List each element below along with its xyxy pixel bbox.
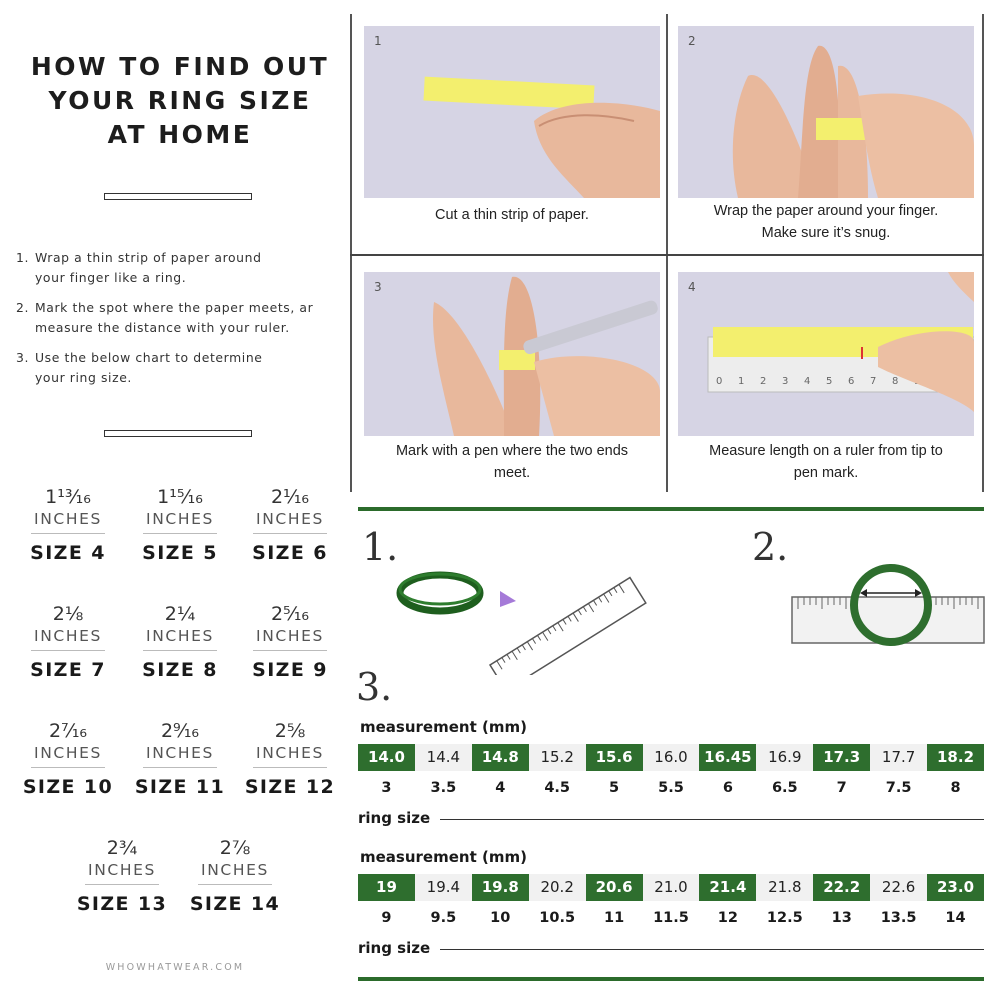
ring-size-chart bbox=[350, 505, 984, 985]
photo-steps-grid bbox=[350, 14, 984, 492]
step-number: 1. bbox=[16, 250, 30, 265]
grid-line bbox=[982, 14, 984, 492]
instruction-step bbox=[16, 348, 346, 387]
title-line: HOW TO FIND OUT bbox=[30, 52, 330, 81]
photo-caption bbox=[364, 204, 660, 226]
size-label: SIZE 8 bbox=[142, 659, 218, 681]
instruction-step bbox=[16, 298, 346, 337]
step-number: 3. bbox=[16, 350, 30, 365]
step-text: your ring size. bbox=[35, 369, 132, 385]
measurement-cell: 22.2 bbox=[813, 874, 870, 901]
instruction-steps bbox=[16, 248, 346, 398]
measurement-cell: 22.6 bbox=[870, 874, 927, 901]
ruler-digit: 1 bbox=[738, 376, 745, 387]
ring-size-label: ring size bbox=[358, 939, 431, 957]
ring-size-label: ring size bbox=[358, 809, 431, 827]
measurement-cell: 21.4 bbox=[699, 874, 756, 901]
ruler-digit: 8 bbox=[892, 376, 899, 387]
size-inches: 2⁹⁄₁₆ bbox=[160, 720, 200, 742]
ring-size-cell: 11.5 bbox=[653, 910, 689, 926]
photo-number: 3 bbox=[374, 280, 382, 294]
size-rule bbox=[31, 767, 105, 768]
size-inches: 2⁷⁄₁₆ bbox=[48, 720, 88, 742]
measurement-cell: 16.0 bbox=[643, 744, 700, 771]
photo-cut-strip bbox=[364, 26, 660, 198]
chart-step-number: 2. bbox=[752, 525, 789, 569]
size-unit: INCHES bbox=[146, 627, 214, 645]
caption-line: Mark with a pen where the two ends bbox=[395, 443, 629, 459]
chart-top-bar bbox=[358, 507, 984, 511]
grid-line bbox=[666, 14, 668, 492]
hand-wrap-illustration bbox=[678, 26, 974, 198]
size-unit: INCHES bbox=[146, 744, 214, 762]
ring-size-cell: 9 bbox=[381, 910, 392, 926]
size-unit: INCHES bbox=[88, 861, 156, 879]
instruction-step bbox=[16, 248, 346, 287]
band-and-ruler-illustration bbox=[390, 555, 650, 675]
step-number: 2. bbox=[16, 300, 30, 315]
photo-number: 2 bbox=[688, 34, 696, 48]
measurement-cell: 14.4 bbox=[415, 744, 472, 771]
step-text: Use the below chart to determine bbox=[35, 350, 263, 365]
ring-size-cell: 12.5 bbox=[766, 910, 803, 926]
measurement-cell: 14.0 bbox=[358, 744, 415, 771]
size-rule bbox=[143, 533, 217, 534]
measurement-row bbox=[358, 744, 984, 771]
ring-size-cell: 5 bbox=[609, 780, 620, 796]
caption-line: Measure length on a ruler from tip to bbox=[709, 443, 943, 459]
arrow-icon bbox=[500, 591, 516, 607]
ring-size-cell: 3 bbox=[381, 780, 392, 796]
ring-size-cell: 5.5 bbox=[658, 780, 684, 796]
step-text: Wrap a thin strip of paper around bbox=[35, 250, 262, 265]
measurement-cell: 15.6 bbox=[586, 744, 643, 771]
caption-line: Make sure it’s snug. bbox=[761, 225, 891, 241]
size-entry bbox=[67, 836, 177, 915]
chart-step-number: 3. bbox=[356, 665, 393, 709]
size-unit: INCHES bbox=[34, 744, 102, 762]
size-label: SIZE 9 bbox=[252, 659, 328, 681]
ring-size-cell: 7 bbox=[836, 780, 847, 796]
size-entry bbox=[125, 485, 235, 564]
grid-line bbox=[350, 254, 984, 256]
chart-bottom-bar bbox=[358, 977, 984, 981]
size-inches: 2⅝ bbox=[274, 720, 306, 742]
size-inches: 2¼ bbox=[164, 603, 196, 625]
ring-size-line bbox=[440, 949, 984, 950]
measurement-row bbox=[358, 874, 984, 901]
size-label: SIZE 5 bbox=[142, 542, 218, 564]
photo-caption bbox=[364, 440, 660, 484]
measurement-cell: 19.4 bbox=[415, 874, 472, 901]
measurement-cell: 21.0 bbox=[643, 874, 700, 901]
size-inches: 2¾ bbox=[106, 837, 138, 859]
size-entry bbox=[125, 719, 235, 798]
size-entry bbox=[13, 719, 123, 798]
size-label: SIZE 6 bbox=[252, 542, 328, 564]
ring-size-cell: 4.5 bbox=[544, 780, 571, 796]
size-rule bbox=[198, 884, 272, 885]
size-unit: INCHES bbox=[146, 510, 214, 528]
ruler-digit: 7 bbox=[870, 376, 877, 387]
ring-size-cell: 7.5 bbox=[885, 780, 912, 796]
measurement-cell: 19 bbox=[358, 874, 415, 901]
measurement-label: measurement (mm) bbox=[360, 848, 527, 866]
size-rule bbox=[143, 767, 217, 768]
photo-mark-pen bbox=[364, 272, 660, 436]
size-label: SIZE 7 bbox=[30, 659, 106, 681]
measurement-cell: 16.9 bbox=[756, 744, 813, 771]
ruler-digit: 2 bbox=[760, 376, 767, 387]
size-entry bbox=[235, 719, 345, 798]
measurement-cell: 20.2 bbox=[529, 874, 586, 901]
ring-size-cell: 13 bbox=[831, 910, 852, 926]
size-inches: 2⁵⁄₁₆ bbox=[270, 603, 310, 625]
ring-size-cell: 13.5 bbox=[880, 910, 917, 926]
ruler-digit: 4 bbox=[804, 376, 811, 387]
size-label: SIZE 14 bbox=[189, 893, 281, 915]
size-inches: 2⅞ bbox=[219, 837, 251, 859]
size-rule bbox=[31, 533, 105, 534]
measurement-cell: 20.6 bbox=[586, 874, 643, 901]
size-unit: INCHES bbox=[34, 510, 102, 528]
size-inches: 1¹³⁄₁₆ bbox=[45, 486, 91, 508]
grid-line bbox=[350, 14, 352, 492]
ring-size-cell: 14 bbox=[945, 910, 966, 926]
hand-strip-illustration bbox=[364, 26, 660, 198]
ruler-measure-illustration bbox=[678, 272, 974, 436]
photo-caption bbox=[678, 440, 974, 484]
size-rule bbox=[253, 533, 327, 534]
ring-size-cell: 10 bbox=[490, 910, 511, 926]
step-text: your finger like a ring. bbox=[35, 269, 187, 285]
ring-size-cell: 3.5 bbox=[430, 780, 457, 796]
photo-wrap-finger bbox=[678, 26, 974, 198]
measurement-cell: 17.3 bbox=[813, 744, 870, 771]
photo-caption bbox=[678, 200, 974, 244]
size-inches: 1¹⁵⁄₁₆ bbox=[157, 486, 203, 508]
source-footer: WHOWHATWEAR.COM bbox=[105, 962, 245, 973]
divider bbox=[104, 430, 252, 437]
caption-line: Wrap the paper around your finger. bbox=[713, 203, 939, 219]
measurement-cell: 14.8 bbox=[472, 744, 529, 771]
size-rule bbox=[143, 650, 217, 651]
measurement-cell: 15.2 bbox=[529, 744, 586, 771]
chart-step-number: 1. bbox=[362, 525, 399, 569]
size-rule bbox=[31, 650, 105, 651]
ring-size-cell: 4 bbox=[495, 780, 506, 796]
size-label: SIZE 13 bbox=[76, 893, 168, 915]
size-unit: INCHES bbox=[201, 861, 269, 879]
measurement-cell: 21.8 bbox=[756, 874, 813, 901]
ring-size-cell: 10.5 bbox=[539, 910, 576, 926]
ruler-digit: 5 bbox=[826, 376, 833, 387]
ring-size-cell: 6.5 bbox=[771, 780, 798, 796]
photo-measure-ruler bbox=[678, 272, 974, 436]
ring-size-cell: 9.5 bbox=[430, 910, 457, 926]
caption-line: Cut a thin strip of paper. bbox=[435, 207, 589, 223]
caption-line: meet. bbox=[493, 465, 531, 481]
measurement-cell: 18.2 bbox=[927, 744, 984, 771]
step-text: Mark the spot where the paper meets, ar bbox=[35, 300, 314, 315]
size-rule bbox=[85, 884, 159, 885]
size-label: SIZE 11 bbox=[134, 776, 226, 798]
hand-pen-illustration bbox=[364, 272, 660, 436]
size-label: SIZE 12 bbox=[244, 776, 336, 798]
size-entry bbox=[235, 602, 345, 681]
measurement-cell: 16.45 bbox=[699, 744, 756, 771]
photo-number: 1 bbox=[374, 34, 382, 48]
measurement-cell: 19.8 bbox=[472, 874, 529, 901]
size-entry bbox=[180, 836, 290, 915]
size-rule bbox=[253, 650, 327, 651]
ruler-digit: 6 bbox=[848, 376, 855, 387]
ring-on-ruler-illustration bbox=[790, 555, 986, 655]
size-entry bbox=[125, 602, 235, 681]
ring-size-line bbox=[440, 819, 984, 820]
photo-number: 4 bbox=[688, 280, 696, 294]
caption-line: pen mark. bbox=[793, 465, 859, 481]
ring-size-row bbox=[358, 777, 984, 799]
title-line: AT HOME bbox=[107, 120, 253, 149]
measurement-cell: 23.0 bbox=[927, 874, 984, 901]
size-inches: 2⅛ bbox=[52, 603, 84, 625]
size-unit: INCHES bbox=[34, 627, 102, 645]
ring-size-cell: 12 bbox=[717, 910, 738, 926]
measurement-label: measurement (mm) bbox=[360, 718, 527, 736]
title-line: YOUR RING SIZE bbox=[48, 86, 312, 115]
guide-title bbox=[10, 50, 350, 152]
size-label: SIZE 4 bbox=[30, 542, 106, 564]
step-text: measure the distance with your ruler. bbox=[35, 319, 290, 335]
ruler-digit: 3 bbox=[782, 376, 789, 387]
ring-size-cell: 8 bbox=[950, 780, 961, 796]
ring-size-guide bbox=[0, 0, 350, 1000]
size-inches: 2¹⁄₁₆ bbox=[270, 486, 310, 508]
ring-size-cell: 11 bbox=[603, 910, 625, 926]
size-entry bbox=[13, 602, 123, 681]
divider bbox=[104, 193, 252, 200]
ruler-digit: 0 bbox=[716, 376, 723, 387]
measurement-cell: 17.7 bbox=[870, 744, 927, 771]
size-unit: INCHES bbox=[256, 510, 324, 528]
size-unit: INCHES bbox=[256, 744, 324, 762]
size-rule bbox=[253, 767, 327, 768]
size-label: SIZE 10 bbox=[22, 776, 114, 798]
size-unit: INCHES bbox=[256, 627, 324, 645]
ring-size-row bbox=[358, 907, 984, 929]
ring-size-cell: 6 bbox=[722, 780, 733, 796]
size-entry bbox=[235, 485, 345, 564]
size-entry bbox=[13, 485, 123, 564]
